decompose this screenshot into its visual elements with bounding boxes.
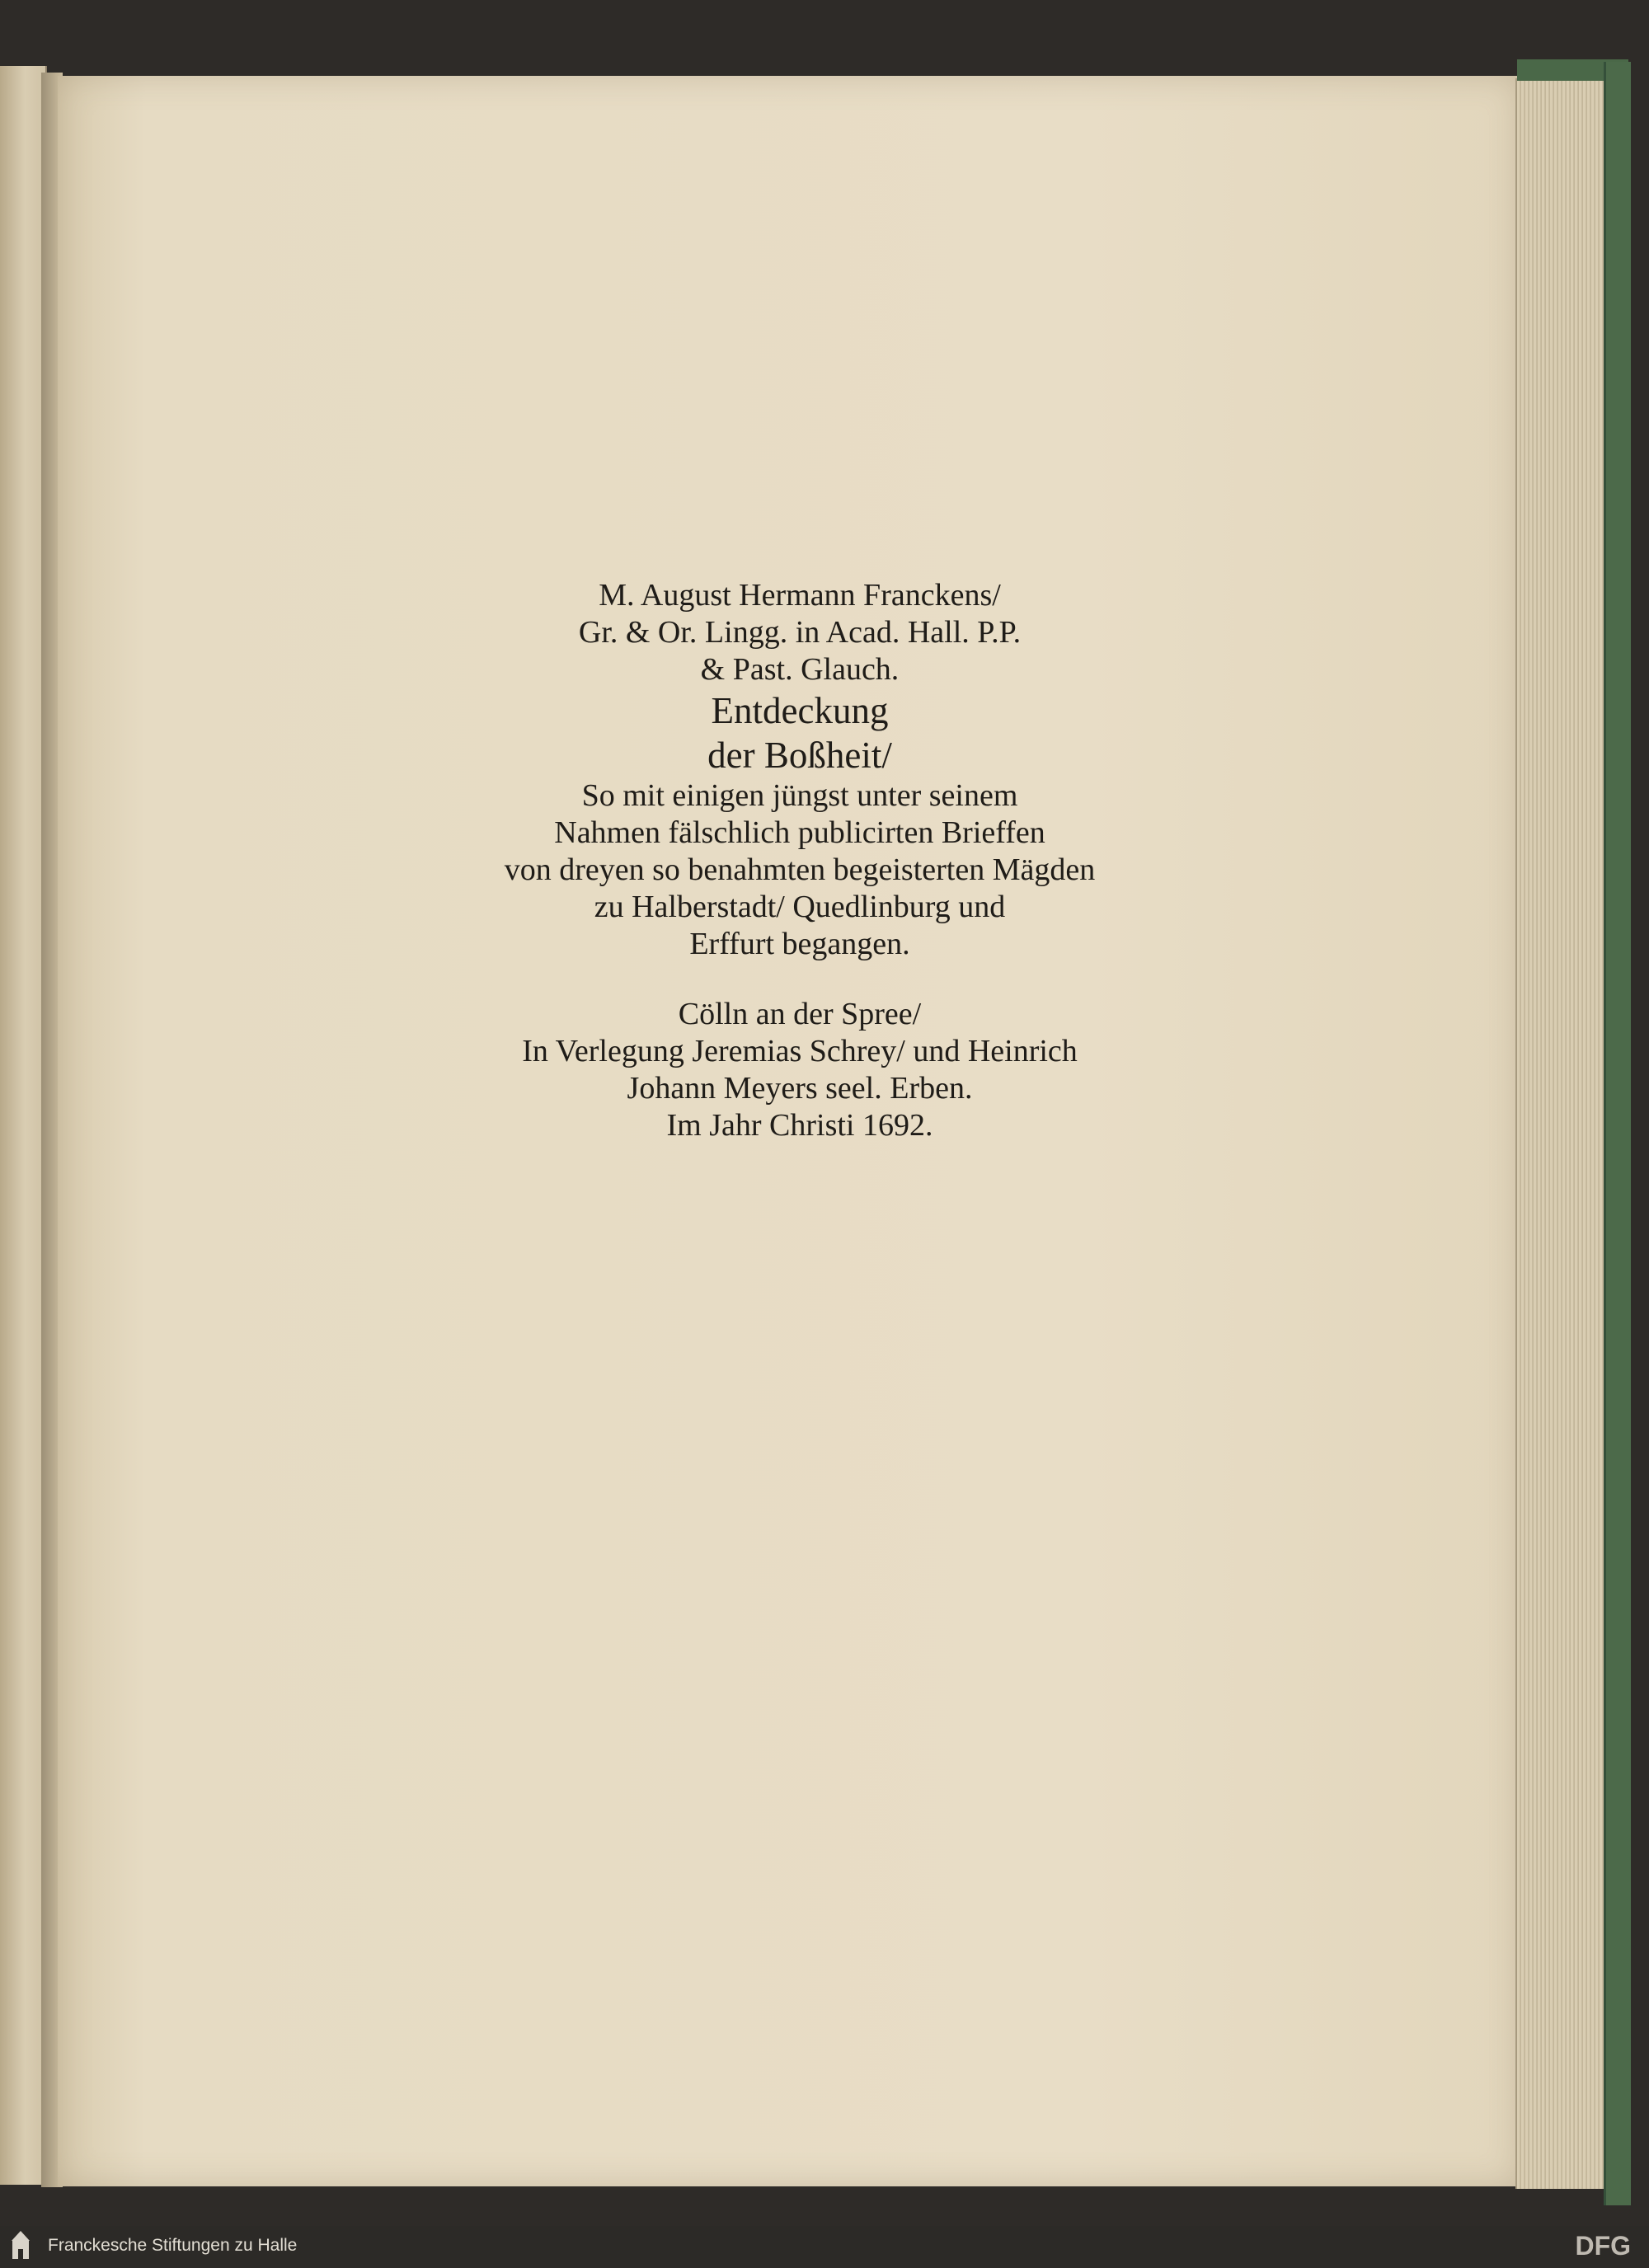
page-stack-edge [1515,78,1608,2189]
dfg-logo[interactable]: DFG [1575,2231,1631,2261]
work-title-line-2: der Boßheit/ [707,735,892,776]
subtitle-line-5: Erffurt begangen. [689,927,910,961]
subtitle-line-1: So mit einigen jüngst unter seinem [581,778,1018,813]
subtitle-line-3: von dreyen so benahmten begeisterten Mägden [504,852,1096,887]
subtitle-line-4: zu Halberstadt/ Quedlinburg und [594,890,1006,924]
author-office-line: & Past. Glauch. [700,652,900,687]
imprint-place-line: Cölln an der Spree/ [678,997,922,1031]
author-title-line: Gr. & Or. Lingg. in Acad. Hall. P.P. [578,615,1022,650]
imprint-publisher-line-1: In Verlegung Jeremias Schrey/ und Heinrich [522,1034,1078,1068]
institution-name[interactable]: Franckesche Stiftungen zu Halle [48,2236,298,2255]
subtitle-line-2: Nahmen fälschlich publicirten Brieffen [554,815,1045,850]
spacer [297,963,1303,996]
institution-emblem-icon [10,2229,31,2262]
viewer-footer-bar [0,2226,1649,2268]
imprint-publisher-line-2: Johann Meyers seel. Erben. [627,1071,973,1106]
author-line: M. August Hermann Franckens/ [599,578,1001,613]
book-cover-edge [1604,62,1631,2205]
left-page-edge [0,66,47,2185]
work-title-line-1: Entdeckung [711,690,889,731]
imprint-year-line: Im Jahr Christi 1692. [666,1108,933,1143]
title-page-text [297,577,1303,1144]
